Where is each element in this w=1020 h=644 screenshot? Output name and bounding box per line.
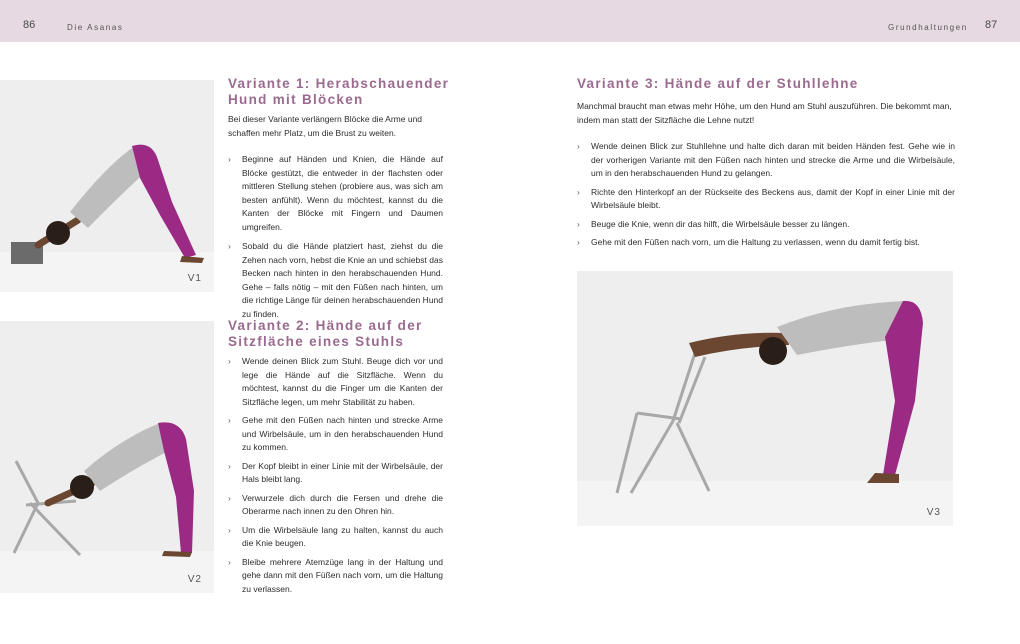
list-item: › Der Kopf bleibt in einer Linie mit der Wirbelsäule, der Hals bleibt lang. (228, 460, 443, 487)
list-item: › Beginne auf Händen und Knien, die Hände auf Blöcke gestützt, die entweder in der flachsten oder mittleren Stellung stehen (probiere aus, was sich am besten anfühlt). Wenn du möchtest, kannst du die Kanten der Blöcke mit Fingern und Daumen umgreifen. (228, 153, 443, 234)
photo-label-v3: V3 (926, 507, 941, 518)
right-page-number: 87 (985, 19, 998, 31)
list-item: › Wende deinen Blick zur Stuhllehne und halte dich daran mit beiden Händen fest. Gehe wie in der vorherigen Variante mit den Füßen nach hinten und strecke die Arme und die Wirbelsäule, um in den herabschauenden Hund zu gelangen. (577, 140, 955, 181)
chair (617, 353, 709, 493)
list-item: › Verwurzele dich durch die Fersen und drehe die Oberarme nach innen zu den Ohren hin. (228, 492, 443, 519)
downward-dog-blocks-illustration (0, 80, 214, 292)
list-item: › Bleibe mehrere Atemzüge lang in der Haltung und gehe dann mit den Füßen nach vorn, um die Haltung zu verlassen. (228, 556, 443, 597)
left-running-head: Die Asanas (67, 23, 124, 32)
list-item: › Richte den Hinterkopf an der Rückseite des Beckens aus, damit der Kopf in einer Linie mit der Wirbelsäule bleibt. (577, 186, 955, 213)
list-item: › Gehe mit den Füßen nach hinten und strecke Arme und Wirbelsäule, um in den herabschauenden Hund zu kommen. (228, 414, 443, 455)
photo-label-v2: V2 (187, 574, 202, 585)
list-item: › Gehe mit den Füßen nach vorn, um die Haltung zu verlassen, wenn du damit fertig bist. (577, 236, 955, 250)
variant2-heading: Variante 2: Hände auf der Sitzfläche eines Stuhls (228, 318, 423, 349)
variant1-intro: Bei dieser Variante verlängern Blöcke die Arme und schaffen mehr Platz, um die Brust zu weiten. (228, 114, 423, 138)
variant1-bullets (228, 153, 443, 321)
chair (14, 461, 80, 555)
downward-dog-chair-back-illustration (577, 271, 953, 526)
list-item: › Sobald du die Hände platziert hast, ziehst du die Zehen nach vorn, hebst die Knie an und schiebst das Becken nach hinten in den herabschauenden Hund. Gehe – falls nötig – mit den Füßen nach hinten, um die richtige Länge für deinen herabschauenden Hund zu finden. (228, 240, 443, 321)
variant3-bullets (577, 140, 955, 250)
photo-v1 (0, 80, 214, 292)
left-page-number: 86 (23, 19, 36, 31)
list-item: › Um die Wirbelsäule lang zu halten, kannst du auch die Knie beugen. (228, 524, 443, 551)
variant3-heading: Variante 3: Hände auf der Stuhllehne (577, 76, 859, 91)
list-item: › Wende deinen Blick zum Stuhl. Beuge dich vor und lege die Hände auf die Sitzfläche. Wenn du möchtest, kannst du die Finger um die Kanten der Sitzfläche legen, um mehr Stabilität zu haben. (228, 355, 443, 409)
variant2-bullets (228, 355, 443, 596)
photo-v2 (0, 321, 214, 593)
header-band (0, 0, 1020, 42)
photo-label-v1: V1 (187, 273, 202, 284)
variant3-intro: Manchmal braucht man etwas mehr Höhe, um den Hund am Stuhl auszuführen. Die bekommt man, indem man statt der Sitzfläche die Lehne nutzt! (577, 101, 952, 125)
variant1-heading: Variante 1: Herabschauender Hund mit Blöcken (228, 76, 450, 107)
right-running-head: Grundhaltungen (888, 23, 968, 32)
list-item: › Beuge die Knie, wenn dir das hilft, die Wirbelsäule besser zu längen. (577, 218, 955, 232)
photo-v3 (577, 271, 953, 526)
downward-dog-chair-seat-illustration (0, 321, 214, 593)
